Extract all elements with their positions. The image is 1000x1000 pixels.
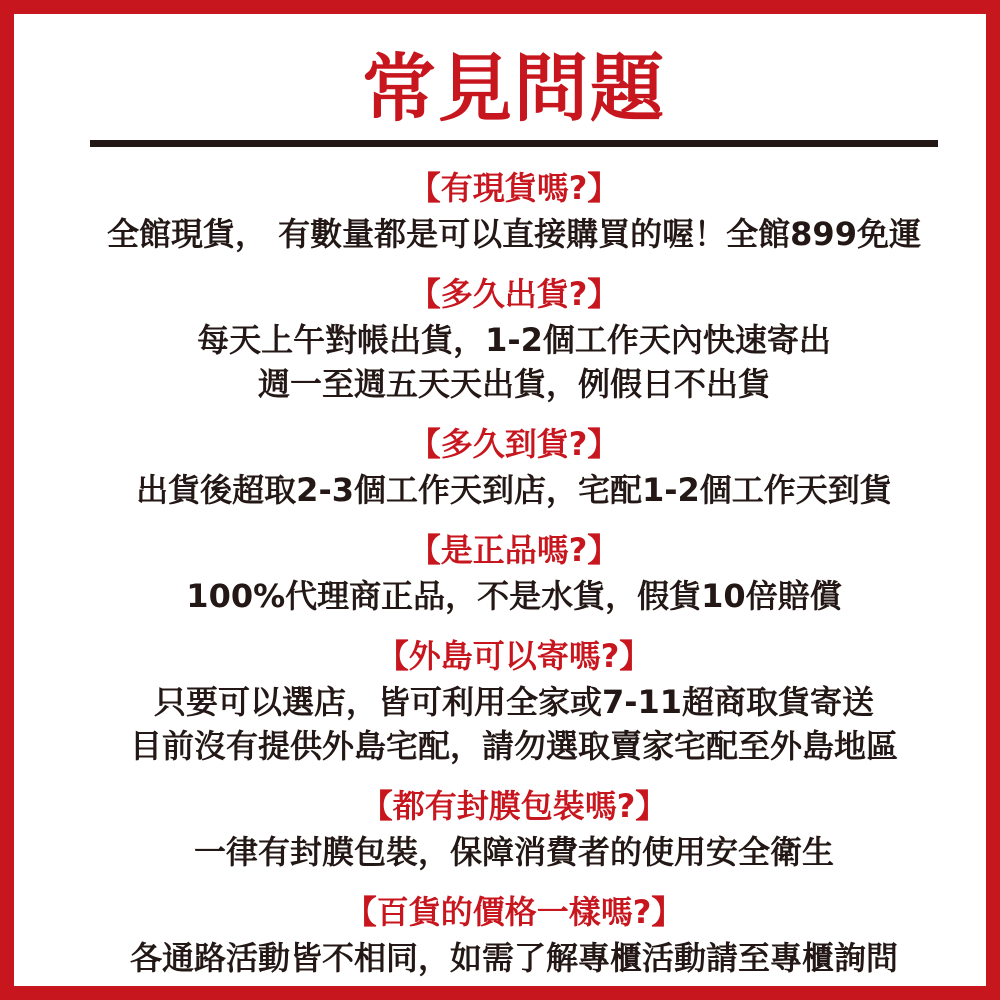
faq-item-in-stock: [14, 164, 1000, 256]
faq-question: 【是正品嗎?】: [408, 531, 620, 569]
faq-answer: 只要可以選店，皆可利用全家或7-11超商取貨寄送: [153, 683, 875, 721]
faq-question: 【百貨的價格一樣嗎?】: [344, 893, 684, 931]
faq-answer: 每天上午對帳出貨，1-2個工作天內快速寄出: [197, 321, 831, 359]
faq-item-sealed-packaging: [14, 782, 1000, 874]
faq-item-authentic: [14, 526, 1000, 618]
faq-answer: 出貨後超取2-3個工作天到店，宅配1-2個工作天到貨: [136, 471, 892, 509]
faq-question: 【多久到貨?】: [408, 425, 620, 463]
faq-question: 【多久出貨?】: [408, 275, 620, 313]
faq-answer: 目前沒有提供外島宅配，請勿選取賣家宅配至外島地區: [129, 727, 898, 765]
faq-item-department-store-price: [14, 888, 1000, 980]
faq-answer: 週一至週五天天出貨，例假日不出貨: [257, 365, 770, 403]
faq-question: 【外島可以寄嗎?】: [376, 637, 652, 675]
faq-answer: 一律有封膜包裝，保障消費者的使用安全衛生: [193, 833, 834, 871]
faq-answer: 100%代理商正品，不是水貨，假貨10倍賠償: [186, 577, 842, 615]
faq-question: 【都有封膜包裝嗎?】: [360, 787, 668, 825]
faq-answer: 各通路活動皆不相同，如需了解專櫃活動請至專櫃詢問: [129, 939, 898, 977]
title-divider: [90, 140, 938, 147]
faq-answer: 全館現貨， 有數量都是可以直接購買的喔！全館899免運: [107, 215, 921, 253]
faq-item-shipping-time: [14, 270, 1000, 406]
page-title: 常見問題: [362, 46, 666, 132]
faq-item-outlying-islands: [14, 632, 1000, 768]
faq-item-delivery-time: [14, 420, 1000, 512]
faq-list: [14, 164, 1000, 994]
faq-question: 【有現貨嗎?】: [408, 169, 620, 207]
